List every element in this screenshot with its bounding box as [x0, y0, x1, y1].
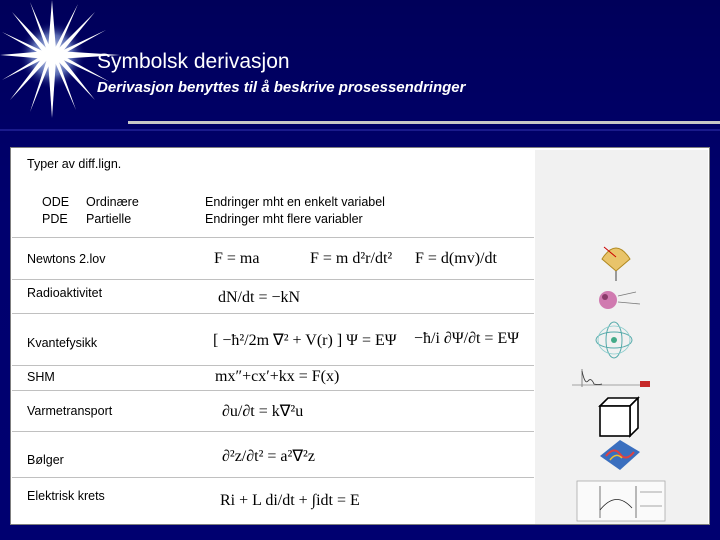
row-label-quantum: Kvantefysikk [27, 336, 98, 350]
atom-orbital-icon [594, 318, 634, 362]
row-label-wave: Bølger [27, 453, 64, 467]
ode-name: Ordinære [86, 195, 139, 209]
heat-cube-icon [597, 395, 641, 439]
row-label-heat: Varmetransport [27, 404, 113, 418]
equation-heat: ∂u/∂t = k∇²u [222, 403, 304, 420]
ode-description: Endringer mht en enkelt variabel [205, 195, 385, 209]
equation-newton-1: F = ma [214, 250, 260, 267]
equation-quantum-time: −ħ/i ∂Ψ/∂t = EΨ [414, 330, 520, 347]
equation-wave: ∂²z/∂t² = a²∇²z [222, 448, 315, 465]
pde-name: Partielle [86, 212, 132, 226]
ode-abbr: ODE [42, 195, 70, 209]
row-label-circuit: Elektrisk krets [27, 489, 105, 503]
equation-radioactivity: dN/dt = −kN [218, 289, 301, 306]
slide-subtitle: Derivasjon benyttes til å beskrive prosessendringer [97, 79, 466, 96]
newton-diagram-icon [596, 237, 636, 281]
row-label-newton: Newtons 2.lov [27, 252, 106, 266]
circuit-graph-icon [576, 480, 668, 522]
equation-shm: mx″+cx′+kx = F(x) [215, 368, 340, 385]
radioactive-decay-icon [596, 286, 651, 316]
pde-abbr: PDE [42, 212, 68, 226]
damped-oscillation-icon [568, 367, 656, 389]
pde-description: Endringer mht flere variabler [205, 212, 363, 226]
row-label-shm: SHM [27, 370, 55, 384]
equation-schrodinger: [ −ħ²/2m ∇² + V(r) ] Ψ = EΨ [213, 332, 397, 349]
row-divider [12, 237, 534, 238]
row-label-radio: Radioaktivitet [27, 286, 103, 300]
row-divider [12, 431, 534, 432]
title-divider [128, 121, 720, 124]
row-divider [12, 313, 534, 314]
equation-circuit: Ri + L di/dt + ∫idt = E [220, 492, 360, 509]
equation-newton-2: F = m d²r/dt² [310, 250, 393, 267]
title-divider-secondary [0, 129, 720, 131]
row-divider [12, 390, 534, 391]
wave-surface-icon [598, 436, 642, 474]
row-divider [12, 477, 534, 478]
equation-newton-3: F = d(mv)/dt [415, 250, 497, 267]
row-divider [12, 279, 534, 280]
slide-title: Symbolsk derivasjon [97, 50, 290, 73]
intro-heading: Typer av diff.lign. [27, 157, 122, 171]
row-divider [12, 365, 534, 366]
